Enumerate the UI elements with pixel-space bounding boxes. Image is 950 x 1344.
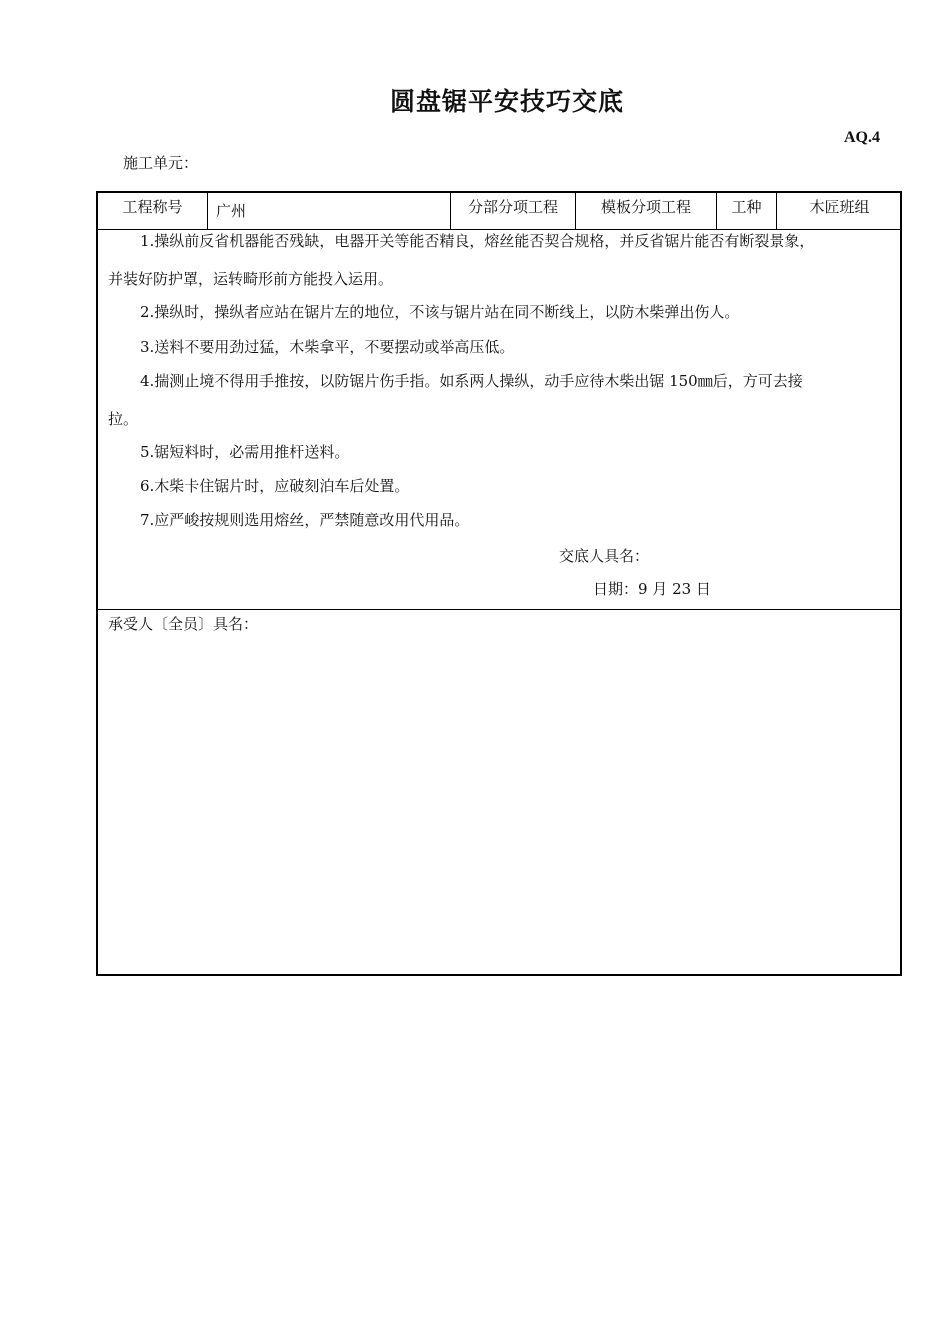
disclosure-content [98, 229, 900, 610]
item-4-continued: 拉。 [108, 410, 139, 428]
trade-value: 木匠班组 [809, 198, 870, 216]
item-3: 3.送料不要用劲过猛，木柴拿平，不要摆动或举高压低。 [140, 338, 515, 356]
item-6: 6.木柴卡住锯片时，应破刻泊车后处置。 [140, 477, 410, 495]
item-5: 5.锯短料时，必需用推杆送料。 [140, 443, 350, 461]
document-title: 圆盘锯平安技巧交底 [389, 87, 624, 116]
disclosure-form-table [96, 191, 902, 976]
item-1: 1.操纵前反省机器能否残缺，电器开关等能否精良，熔丝能否契合规格，并反省锯片能否有断裂景象， [140, 232, 815, 250]
document-code: AQ.4 [844, 129, 880, 146]
construction-unit-label: 施工单元： [123, 154, 199, 172]
sub-project-label: 分部分项工程 [451, 193, 576, 229]
item-1-continued: 并装好防护罩，运转畸形前方能投入运用。 [108, 270, 394, 288]
item-4: 4.揣测止境不得用手推按，以防锯片伤手指。如系两人操纵，动手应待木柴出锯 150㎜后，方可去接 [140, 372, 803, 390]
trade-label: 工种 [717, 193, 777, 229]
disclosure-date: 日期：9 月 23 日 [593, 580, 711, 598]
item-7: 7.应严峻按规则选用熔丝，严禁随意改用代用品。 [140, 511, 470, 529]
project-name-label: 工程称号 [98, 193, 208, 229]
item-2: 2.操纵时，操纵者应站在锯片左的地位，不该与锯片站在同不断线上，以防木柴弹出伤人。 [140, 303, 740, 321]
project-name-value: 广州 [208, 193, 451, 229]
receiver-signature-label: 承受人〔全员〕具名： [108, 615, 259, 633]
discloser-signature-label: 交底人具名： [559, 547, 650, 565]
sub-project-value: 模板分项工程 [576, 193, 717, 229]
